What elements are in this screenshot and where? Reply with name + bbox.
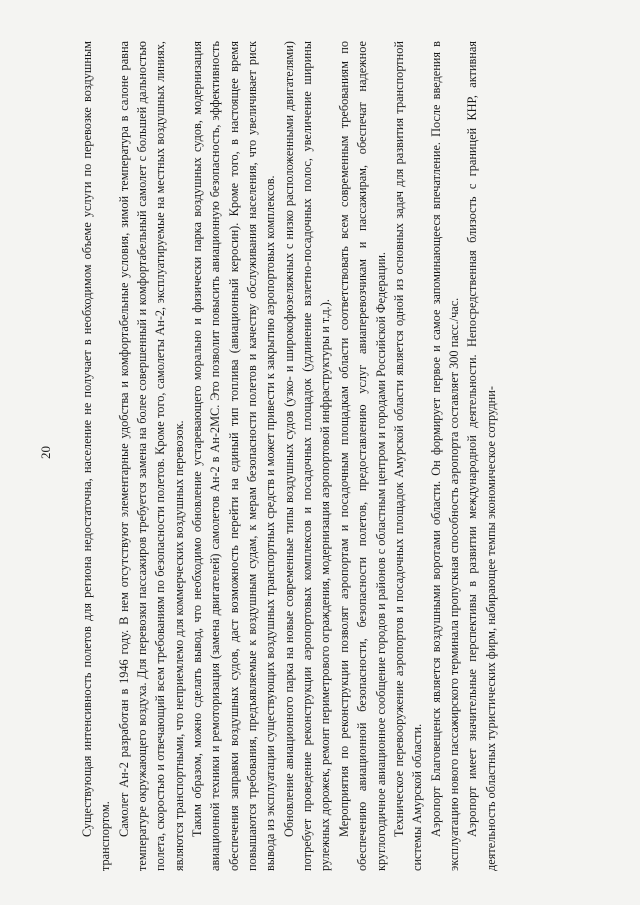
paragraph-3: Таким образом, можно сделать вывод, что необходимо обновление устаревающего морально и физически парка воздушных судов, модернизация авиационной техники и ремоторизация (замена двигателей) самолетов Ан-2 в Ан-2МС. Это позволит повысить авиационную безопасность, эффективность обеспечения заправки воздушных судов, даст возможность перейти на единый тип топлива (авиационный керосин). Кроме того, в настоящее время повышаются требования, предъявляемые к воздушным судам, к мерам безопасности полетов и качеству обслуживания населения, что увеличивает риск вывода из эксплуатации существующих воздушных транспортных средств и может привести к закрытию аэропортовых комплексов.	[190, 41, 278, 871]
body-text	[78, 41, 500, 871]
paragraph-4: Обновление авиационного парка на новые современные типы воздушных судов (узко- и широкофюзеляжных с низко расположенными двигателями) потребует проведение реконструкции аэропортовых комплексов и посадочных площадок (удлинение взлетно-посадочных полос, увеличение ширины рулежных дорожек, ремонт периметрового ограждения, модернизация аэропортовой инфраструктуры и т.д.).	[281, 41, 333, 871]
paragraph-2: Самолет Ан-2 разработан в 1946 году. В нем отсутствуют элементарные удобства и комфортабельные условия, зимой температура в салоне равна температуре окружающего воздуха. Для перевозки пассажиров требуется замена на более совершенный и комфортабельный самолет с большей дальностью полета, скоростью и отвечающий всем требованиям по безопасности полетов. Кроме того, самолеты Ан-2, эксплуатируемые на местных воздушных линиях, являются транспортными, что неприемлемо для коммерческих воздушных перевозок.	[116, 41, 186, 871]
page-number: 20	[38, 446, 53, 459]
paragraph-1: Существующая интенсивность полетов для региона недостаточна, население не получает в необходимом объеме услуги по перевозке воздушным транспортом.	[80, 41, 113, 871]
paragraph-5: Мероприятия по реконструкции позволят аэропортам и посадочным площадкам области соответствовать всем современным требованиям по обеспечению авиационной безопасности, безопасности полетов, предоставлению услуг авиаперевозчикам и пассажирам, обеспечат надежное круглогодичное авиационное сообщение городов и районов с областным центром и городами Российской Федерации.	[336, 41, 388, 871]
paragraph-6: Техническое перевооружение аэропортов и посадочных площадок Амурской области является одной из основных задач для развития транспортной системы Амурской области.	[391, 41, 425, 871]
paragraph-8: Аэропорт имеет значительные перспективы в развитии международной деятельности. Непосредственная близость с границей КНР, активная деятельность областных туристических фирм, набирающее темпы экономическое сотрудни-	[465, 41, 498, 871]
paragraph-7: Аэропорт Благовещенск является воздушными воротами области. Он формирует первое и самое запоминающееся впечатление. После введения в эксплуатацию нового пассажирского терминала пропускная способность аэропорта составляет 300 пасс./час.	[428, 41, 461, 871]
